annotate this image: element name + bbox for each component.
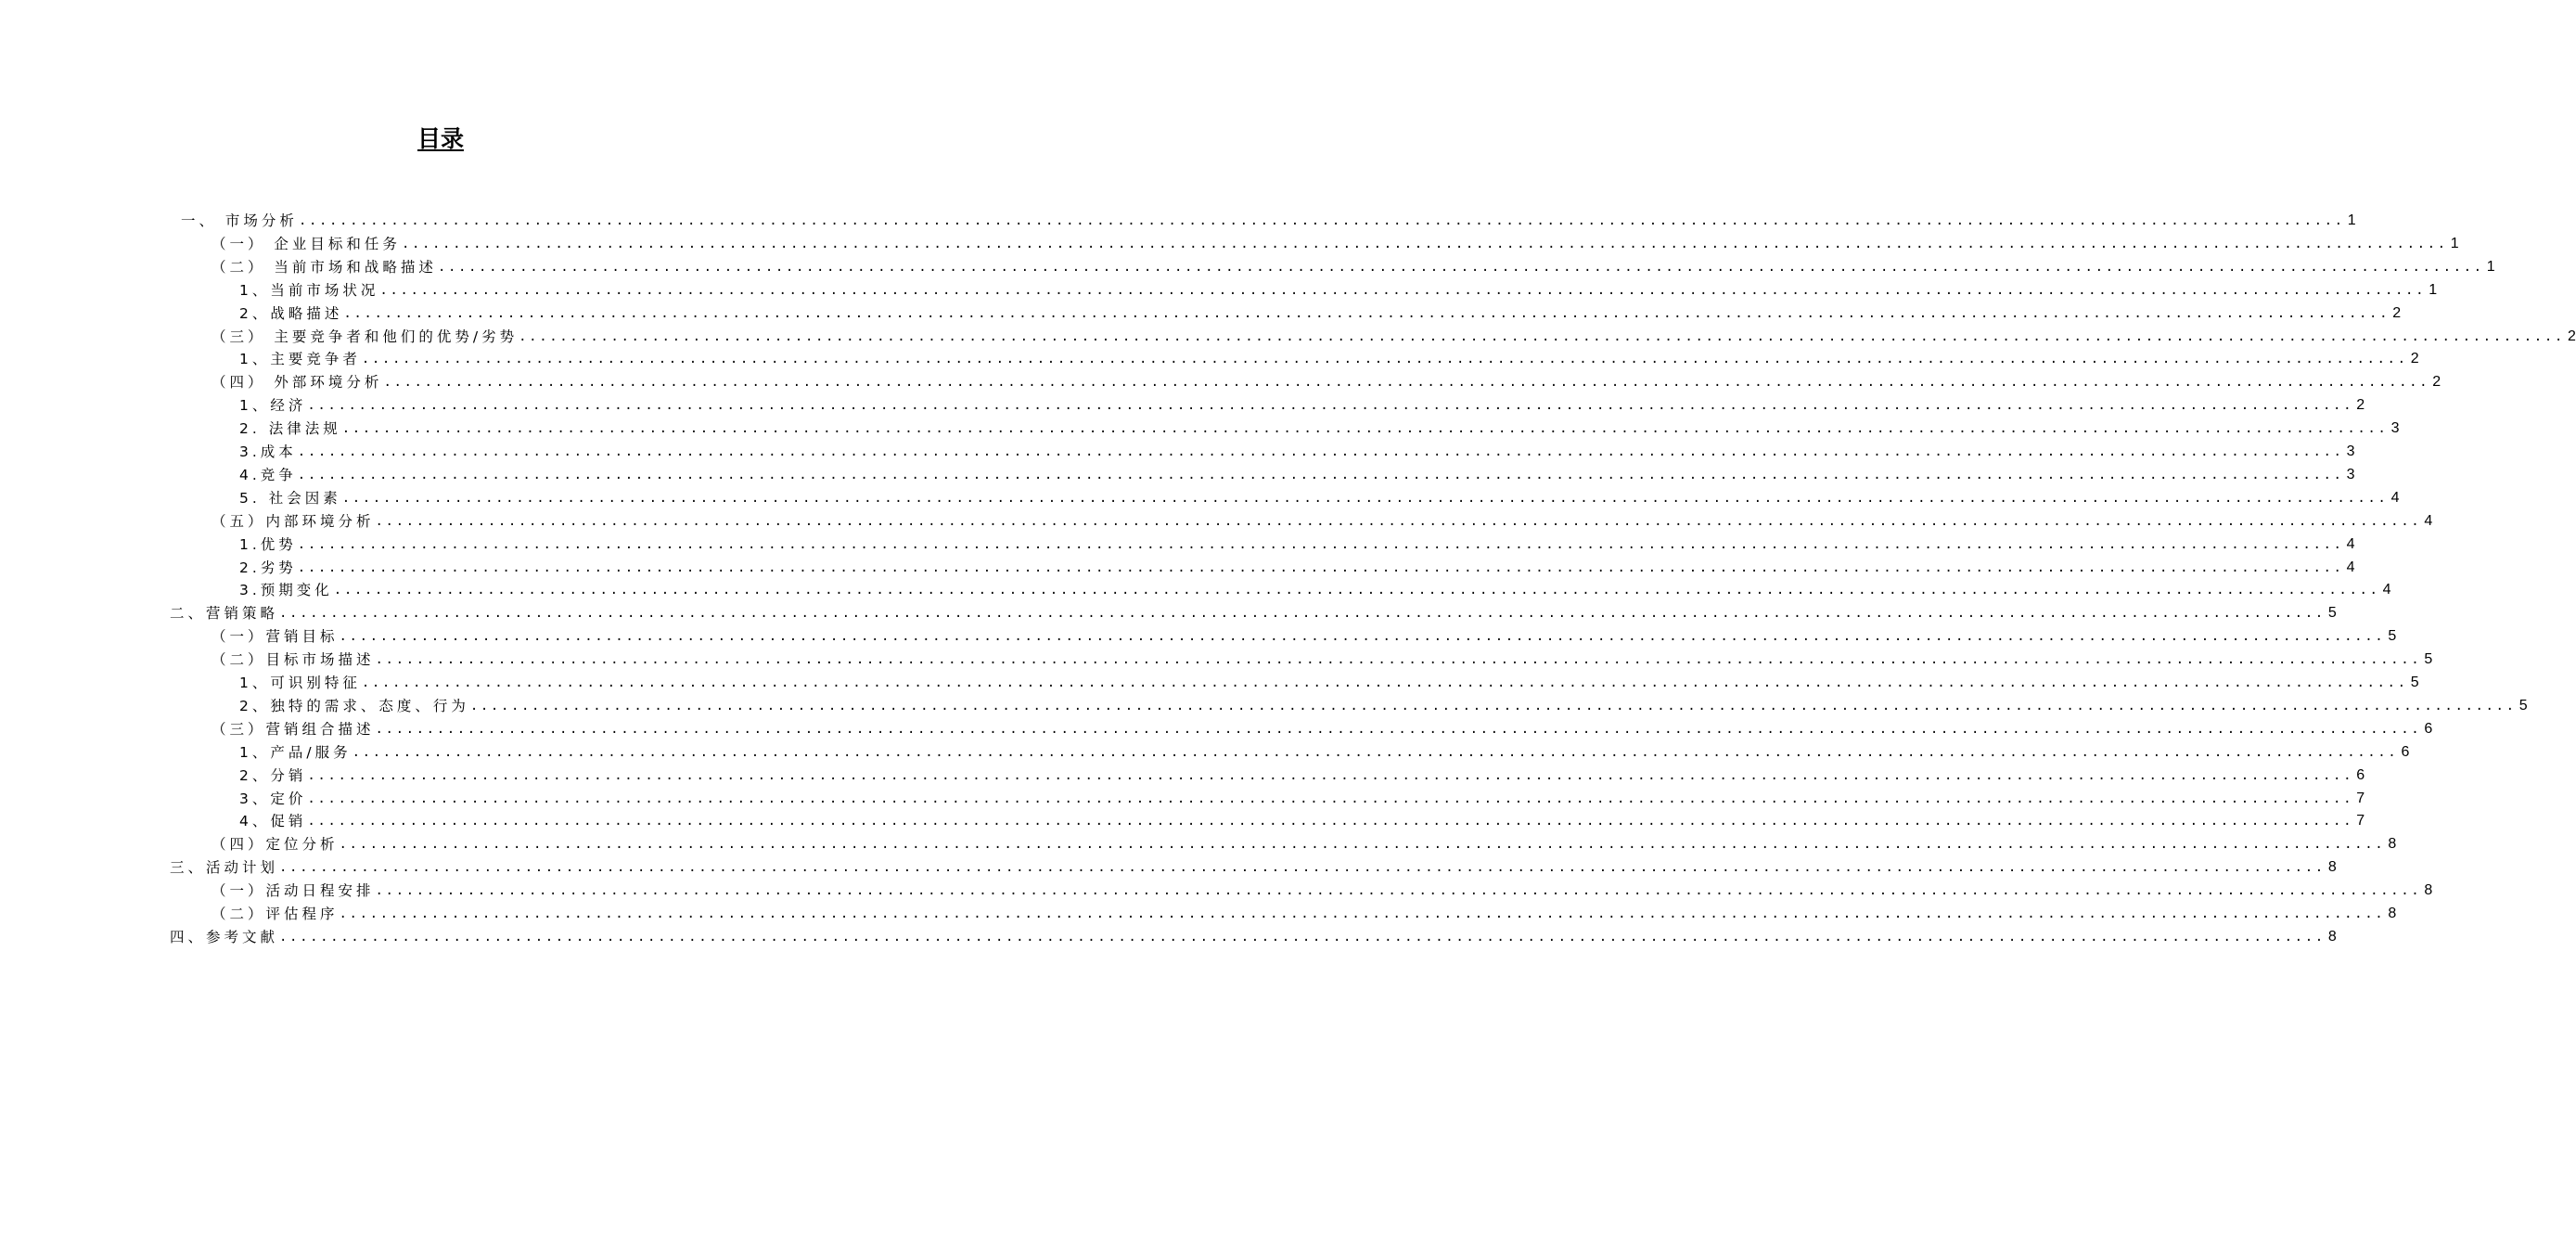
toc-entry-title: 1、产品/服务 xyxy=(239,743,352,761)
toc-entry-title: 2、分销 xyxy=(239,766,307,784)
toc-entry[interactable] xyxy=(239,302,2402,324)
toc-entry[interactable] xyxy=(211,370,2441,392)
toc-entry[interactable] xyxy=(239,671,2419,693)
toc-entry-title: 3.成本 xyxy=(239,444,297,460)
toc-entry-title: 4.竞争 xyxy=(239,466,297,483)
toc-entry-page-number: 5 xyxy=(2327,605,2337,622)
toc-entry[interactable] xyxy=(239,740,2410,763)
toc-entry-page-number: 8 xyxy=(2424,882,2433,899)
toc-entry[interactable] xyxy=(239,486,2400,508)
toc-leader-dots: ........................................................................................................................................................................................................ xyxy=(307,398,2354,414)
toc-entry-title: （一）活动日程安排 xyxy=(211,882,375,900)
toc-entry-title: 四、参考文献 xyxy=(170,928,279,945)
toc-leader-dots: ........................................................................................................................................................................................................ xyxy=(333,583,2380,598)
toc-leader-dots: ........................................................................................................................................................................................................ xyxy=(279,606,2326,622)
toc-entry-page-number: 5 xyxy=(2424,651,2433,668)
toc-entry-page-number: 8 xyxy=(2388,906,2397,921)
toc-entry-page-number: 5 xyxy=(2518,697,2528,713)
toc-entry-page-number: 4 xyxy=(2424,512,2433,529)
toc-entry-page-number: 1 xyxy=(2347,212,2356,228)
toc-entry-title: （一）营销目标 xyxy=(211,628,339,646)
toc-entry-title: 3.预期变化 xyxy=(239,582,333,599)
toc-entry[interactable] xyxy=(239,694,2528,716)
toc-entry-title: 2、战略描述 xyxy=(239,304,343,322)
toc-entry[interactable] xyxy=(239,278,2438,301)
toc-entry-title: 二、营销策略 xyxy=(170,605,279,623)
toc-entry-title: 一、 市场分析 xyxy=(181,212,298,229)
toc-leader-dots: ........................................................................................................................................................................................................ xyxy=(297,536,2344,552)
toc-entry[interactable] xyxy=(239,393,2365,416)
toc-leader-dots: ........................................................................................................................................................................................................ xyxy=(341,421,2389,437)
toc-entry[interactable] xyxy=(239,809,2365,831)
toc-entry-page-number: 1 xyxy=(2450,235,2459,251)
toc-leader-dots: ........................................................................................................................................................................................................ xyxy=(297,467,2344,482)
toc-entry[interactable] xyxy=(211,232,2459,254)
toc-leader-dots: ........................................................................................................................................................................................................ xyxy=(437,259,2484,275)
toc-entry-title: 2.劣势 xyxy=(239,559,297,576)
toc-entry-title: 1、经济 xyxy=(239,397,307,415)
toc-leader-dots: ........................................................................................................................................................................................................ xyxy=(383,375,2430,391)
toc-leader-dots: ........................................................................................................................................................................................................ xyxy=(307,767,2354,783)
toc-entry[interactable] xyxy=(211,717,2433,739)
toc-entry-title: 2. 法律法规 xyxy=(239,420,341,438)
toc-leader-dots: ........................................................................................................................................................................................................ xyxy=(361,352,2408,367)
toc-leader-dots: ........................................................................................................................................................................................................ xyxy=(343,305,2390,321)
toc-leader-dots: ........................................................................................................................................................................................................ xyxy=(519,328,2565,344)
toc-entry[interactable] xyxy=(239,463,2355,485)
toc-leader-dots: ........................................................................................................................................................................................................ xyxy=(379,282,2427,298)
toc-leader-dots: ........................................................................................................................................................................................................ xyxy=(339,906,2386,921)
toc-entry-page-number: 4 xyxy=(2346,559,2355,575)
toc-entry-page-number: 4 xyxy=(2346,535,2355,552)
toc-entry-title: 1、主要竞争者 xyxy=(239,351,361,368)
toc-entry-title: （五）内部环境分析 xyxy=(211,512,375,530)
toc-leader-dots: ........................................................................................................................................................................................................ xyxy=(307,814,2354,829)
toc-entry-title: （二）评估程序 xyxy=(211,906,339,922)
toc-entry-title: 4、促销 xyxy=(239,813,307,830)
toc-entry[interactable] xyxy=(170,925,2337,947)
toc-entry[interactable] xyxy=(239,347,2419,369)
toc-entry-title: 2、独特的需求、态度、行为 xyxy=(239,697,469,714)
toc-entry[interactable] xyxy=(239,556,2355,578)
toc-entry[interactable] xyxy=(211,832,2397,855)
toc-entry[interactable] xyxy=(170,855,2337,878)
toc-entry-page-number: 3 xyxy=(2346,444,2355,459)
toc-entry-page-number: 6 xyxy=(2356,766,2365,783)
toc-leader-dots: ........................................................................................................................................................................................................ xyxy=(279,860,2326,876)
toc-entry-page-number: 2 xyxy=(2392,304,2402,321)
toc-entry-page-number: 3 xyxy=(2346,466,2355,482)
toc-entry-title: 1、当前市场状况 xyxy=(239,281,379,299)
toc-leader-dots: ........................................................................................................................................................................................................ xyxy=(341,490,2389,506)
toc-leader-dots: ........................................................................................................................................................................................................ xyxy=(307,791,2354,806)
toc-leader-dots: ........................................................................................................................................................................................................ xyxy=(375,652,2422,668)
toc-entry-page-number: 6 xyxy=(2424,720,2433,737)
toc-entry[interactable] xyxy=(211,325,2576,347)
toc-entry-title: （四）定位分析 xyxy=(211,836,339,854)
toc-leader-dots: ........................................................................................................................................................................................................ xyxy=(361,675,2408,690)
toc-leader-dots: ........................................................................................................................................................................................................ xyxy=(298,213,2345,228)
toc-entry[interactable] xyxy=(211,902,2397,924)
toc-entry-title: 1.优势 xyxy=(239,535,297,553)
toc-leader-dots: ........................................................................................................................................................................................................ xyxy=(469,698,2517,713)
page-title: 目录 xyxy=(417,125,464,152)
toc-leader-dots: ........................................................................................................................................................................................................ xyxy=(352,744,2399,760)
toc-entry-title: （二） 当前市场和战略描述 xyxy=(211,258,437,276)
toc-entry-page-number: 2 xyxy=(2568,328,2576,344)
toc-entry-page-number: 7 xyxy=(2356,813,2365,829)
toc-entry-page-number: 1 xyxy=(2486,258,2495,275)
toc-entry-title: 3、定价 xyxy=(239,790,307,807)
toc-entry-page-number: 4 xyxy=(2382,582,2391,598)
toc-leader-dots: ........................................................................................................................................................................................................ xyxy=(297,444,2344,459)
toc-entry[interactable] xyxy=(211,509,2433,532)
toc-entry[interactable] xyxy=(239,764,2365,786)
toc-entry[interactable] xyxy=(239,417,2400,439)
toc-entry[interactable] xyxy=(181,209,2356,231)
toc-entry[interactable] xyxy=(239,578,2391,600)
toc-entry[interactable] xyxy=(211,879,2433,901)
toc-leader-dots: ........................................................................................................................................................................................................ xyxy=(279,929,2326,945)
toc-entry-page-number: 2 xyxy=(2432,374,2441,391)
toc-entry-page-number: 4 xyxy=(2390,489,2400,506)
toc-entry-title: 三、活动计划 xyxy=(170,859,279,877)
toc-entry-page-number: 2 xyxy=(2356,397,2365,414)
toc-entry-title: 5. 社会因素 xyxy=(239,489,341,507)
toc-entry[interactable] xyxy=(239,787,2365,809)
toc-entry-title: （二）目标市场描述 xyxy=(211,651,375,669)
toc-leader-dots: ........................................................................................................................................................................................................ xyxy=(297,559,2344,575)
toc-entry-page-number: 6 xyxy=(2401,743,2410,760)
toc-entry-page-number: 5 xyxy=(2388,628,2397,645)
toc-entry-page-number: 8 xyxy=(2327,859,2337,876)
toc-entry-page-number: 5 xyxy=(2410,675,2419,690)
toc-entry-page-number: 7 xyxy=(2356,790,2365,806)
toc-entry[interactable] xyxy=(239,533,2355,555)
toc-entry[interactable] xyxy=(211,255,2495,277)
toc-entry-page-number: 8 xyxy=(2388,836,2397,853)
toc-leader-dots: ........................................................................................................................................................................................................ xyxy=(375,513,2422,529)
toc-entry-title: （三）营销组合描述 xyxy=(211,720,375,738)
toc-entry-title: （三） 主要竞争者和他们的优势/劣势 xyxy=(211,328,519,345)
toc-entry-title: 1、可识别特征 xyxy=(239,675,361,691)
toc-entry-page-number: 3 xyxy=(2390,420,2400,437)
toc-entry-page-number: 8 xyxy=(2327,928,2337,945)
toc-entry-title: （四） 外部环境分析 xyxy=(211,374,383,392)
toc-entry[interactable] xyxy=(170,601,2337,624)
toc-entry[interactable] xyxy=(211,648,2433,670)
toc-leader-dots: ........................................................................................................................................................................................................ xyxy=(401,236,2448,251)
toc-entry-title: （一） 企业目标和任务 xyxy=(211,235,401,252)
toc-leader-dots: ........................................................................................................................................................................................................ xyxy=(339,837,2386,853)
toc-entry-page-number: 2 xyxy=(2410,351,2419,367)
toc-leader-dots: ........................................................................................................................................................................................................ xyxy=(339,629,2386,645)
toc-entry[interactable] xyxy=(211,624,2397,647)
toc-leader-dots: ........................................................................................................................................................................................................ xyxy=(375,883,2422,899)
toc-entry-page-number: 1 xyxy=(2429,281,2438,298)
toc-leader-dots: ........................................................................................................................................................................................................ xyxy=(375,721,2422,737)
toc-entry[interactable] xyxy=(239,440,2355,462)
